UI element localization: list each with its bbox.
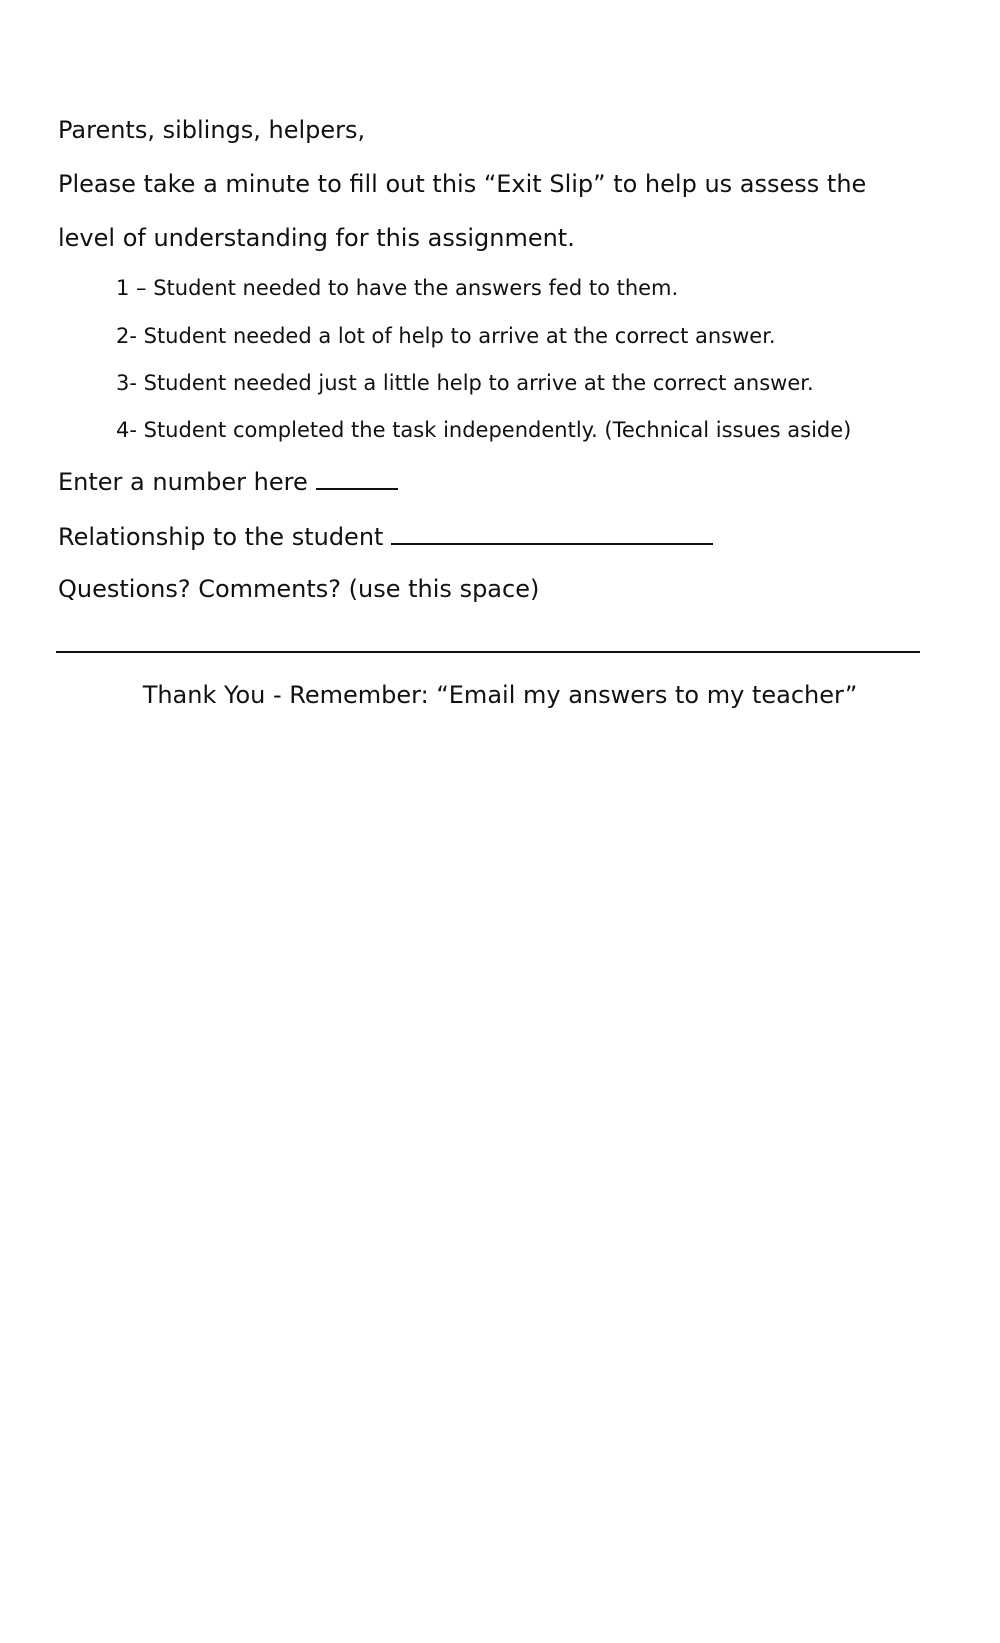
relationship-field-label: Relationship to the student — [58, 523, 384, 551]
relationship-answer-blank[interactable] — [391, 523, 713, 545]
number-answer-blank[interactable] — [316, 468, 398, 490]
comments-answer-line[interactable] — [56, 651, 920, 653]
scale-item-4: 4- Student completed the task independently. (Technical issues aside) — [116, 418, 852, 442]
scale-item-3: 3- Student needed just a little help to arrive at the correct answer. — [116, 371, 814, 395]
scale-item-1: 1 – Student needed to have the answers fed to them. — [116, 276, 679, 300]
relationship-field-row — [58, 523, 713, 549]
scale-item-2: 2- Student needed a lot of help to arrive at the correct answer. — [116, 324, 776, 348]
greeting: Parents, siblings, helpers, — [58, 116, 366, 144]
intro-line-2: level of understanding for this assignment. — [58, 224, 575, 252]
number-field-label: Enter a number here — [58, 468, 308, 496]
closing-reminder: Thank You - Remember: “Email my answers to my teacher” — [142, 681, 858, 709]
number-field-row — [58, 468, 398, 494]
questions-field-label: Questions? Comments? (use this space) — [58, 575, 540, 603]
intro-line-1: Please take a minute to fill out this “Exit Slip” to help us assess the — [58, 170, 867, 198]
